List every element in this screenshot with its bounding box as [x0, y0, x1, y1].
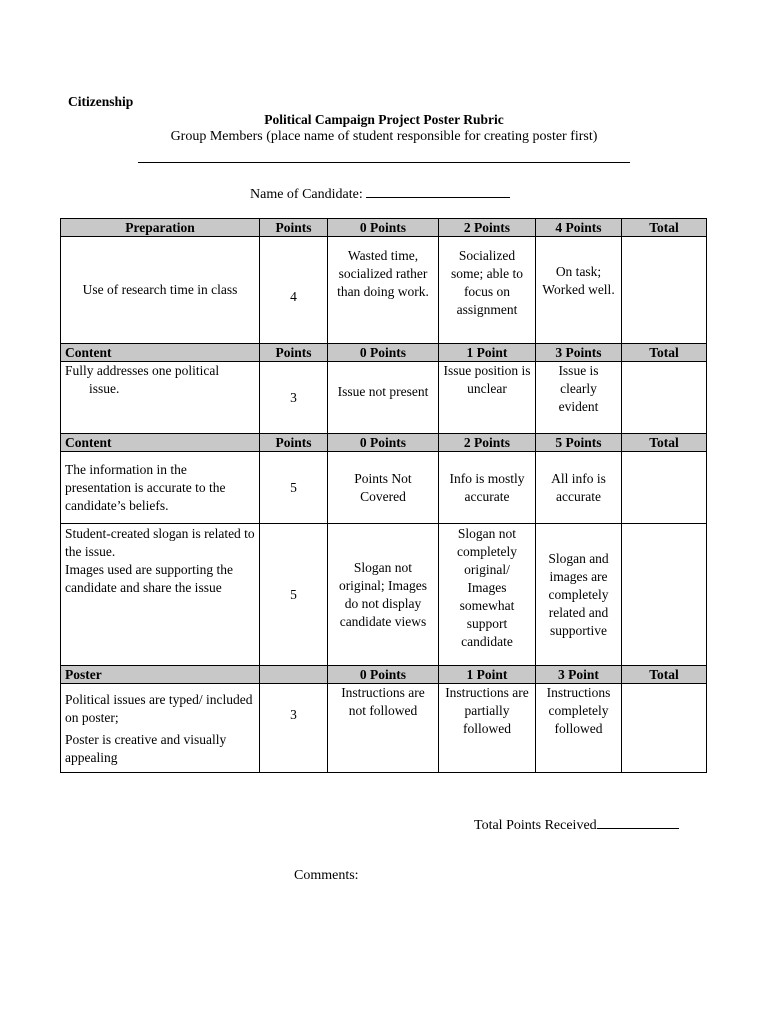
total-cell[interactable]	[622, 362, 707, 434]
header-level-2: 3 Point	[536, 666, 622, 684]
level-2-cell: On task; Worked well.	[536, 237, 622, 344]
level-1-cell: Socialized some; able to focus on assignment	[439, 237, 536, 344]
candidate-blank[interactable]	[366, 183, 510, 198]
group-members-line[interactable]	[138, 162, 630, 163]
table-row	[61, 362, 707, 434]
header-criteria: Preparation	[61, 219, 260, 237]
total-cell[interactable]	[622, 237, 707, 344]
level-2-cell: Instructions completely followed	[536, 684, 622, 773]
total-cell[interactable]	[622, 452, 707, 524]
candidate-field	[250, 183, 510, 203]
header-level-1: 2 Points	[439, 219, 536, 237]
rubric-table	[60, 218, 707, 773]
header-points: Points	[260, 344, 328, 362]
header-level-0: 0 Points	[328, 344, 439, 362]
level-0-cell: Issue not present	[328, 362, 439, 434]
table-row	[61, 524, 707, 666]
header-level-2: 3 Points	[536, 344, 622, 362]
criteria-cell	[61, 524, 260, 666]
table-row	[61, 684, 707, 773]
table-row	[61, 237, 707, 344]
header-total: Total	[622, 666, 707, 684]
header-level-0: 0 Points	[328, 666, 439, 684]
level-1-cell: Slogan not completely original/ Images somewhat support candidate	[439, 524, 536, 666]
section-header-content	[61, 434, 707, 452]
header-level-1: 1 Point	[439, 666, 536, 684]
criteria-line: Images used are supporting the candidate and share the issue	[65, 562, 233, 595]
level-1-cell: Instructions are partially followed	[439, 684, 536, 773]
header-criteria: Poster	[61, 666, 260, 684]
comments-label: Comments:	[294, 868, 359, 883]
header-level-0: 0 Points	[328, 434, 439, 452]
criteria-line: issue.	[89, 381, 120, 396]
total-points-label: Total Points Received	[474, 818, 597, 833]
criteria-cell	[61, 362, 260, 434]
subject-label: Citizenship	[68, 94, 134, 109]
total-cell[interactable]	[622, 524, 707, 666]
criteria-cell: The information in the presentation is accurate to the candidate’s beliefs.	[61, 452, 260, 524]
criteria-cell: Use of research time in class	[61, 237, 260, 344]
points-cell: 4	[260, 237, 328, 344]
level-0-cell: Instructions are not followed	[328, 684, 439, 773]
level-1-cell: Info is mostly accurate	[439, 452, 536, 524]
criteria-line: Political issues are typed/ included on poster;	[65, 692, 253, 725]
total-points-blank[interactable]	[597, 814, 679, 829]
section-header-content	[61, 344, 707, 362]
level-2-cell: Issue is clearly evident	[536, 362, 622, 434]
level-0-cell: Slogan not original; Images do not display candidate views	[328, 524, 439, 666]
level-0-cell: Points Not Covered	[328, 452, 439, 524]
criteria-line: Fully addresses one political	[65, 363, 220, 378]
header-total: Total	[622, 344, 707, 362]
header-total: Total	[622, 434, 707, 452]
level-2-cell: Slogan and images are completely related and supportive	[536, 524, 622, 666]
points-cell: 3	[260, 362, 328, 434]
header-criteria: Content	[61, 344, 260, 362]
page-title: Political Campaign Project Poster Rubric	[264, 112, 504, 127]
header-level-2: 5 Points	[536, 434, 622, 452]
candidate-label: Name of Candidate:	[250, 187, 367, 202]
points-cell: 5	[260, 452, 328, 524]
group-members-instruction: Group Members (place name of student responsible for creating poster first)	[170, 129, 598, 144]
header-points: Points	[260, 219, 328, 237]
header-level-1: 1 Point	[439, 344, 536, 362]
level-0-cell: Wasted time, socialized rather than doing work.	[328, 237, 439, 344]
header-level-1: 2 Points	[439, 434, 536, 452]
header-total: Total	[622, 219, 707, 237]
level-1-cell: Issue position is unclear	[439, 362, 536, 434]
section-header-poster	[61, 666, 707, 684]
header-level-0: 0 Points	[328, 219, 439, 237]
total-cell[interactable]	[622, 684, 707, 773]
points-cell: 5	[260, 524, 328, 666]
criteria-line: Poster is creative and visually appealing	[65, 732, 227, 765]
header-points	[260, 666, 328, 684]
total-points-field	[474, 814, 679, 834]
criteria-line: Student-created slogan is related to the issue.	[65, 526, 255, 559]
level-2-cell: All info is accurate	[536, 452, 622, 524]
header-level-2: 4 Points	[536, 219, 622, 237]
points-cell: 3	[260, 684, 328, 773]
section-header-preparation	[61, 219, 707, 237]
header-points: Points	[260, 434, 328, 452]
table-row	[61, 452, 707, 524]
header-criteria: Content	[61, 434, 260, 452]
criteria-cell	[61, 684, 260, 773]
